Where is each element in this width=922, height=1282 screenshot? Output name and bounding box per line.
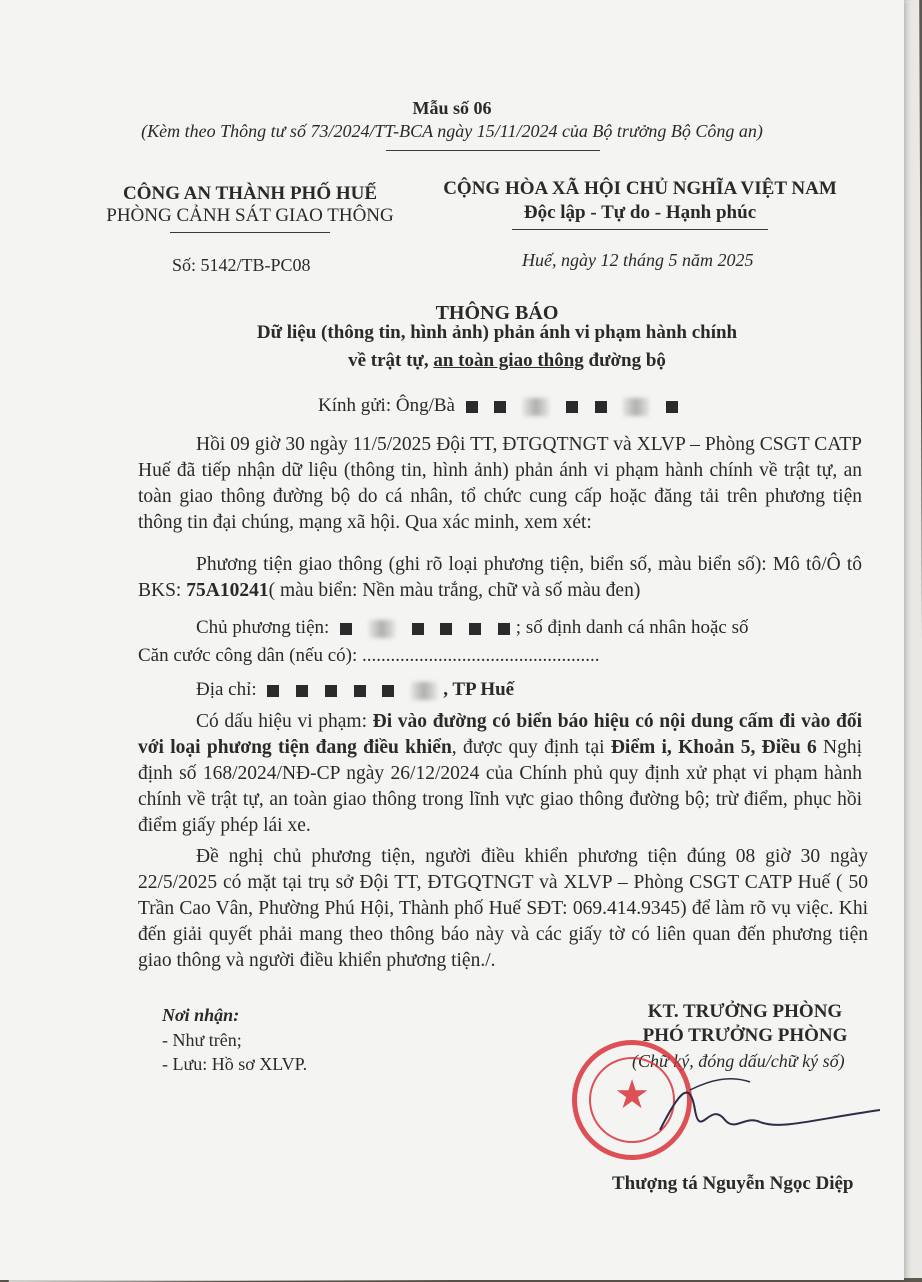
document-number: Số: 5142/TB-PC08 (172, 255, 311, 275)
address-line (196, 679, 514, 701)
place-date: Huế, ngày 12 tháng 5 năm 2025 (522, 250, 754, 270)
document-subtitle-line2: về trật tự, an toàn giao thông đường bộ (348, 350, 666, 371)
redacted-block (296, 685, 308, 697)
redacted-block (523, 398, 549, 416)
license-plate: 75A10241 (186, 580, 269, 601)
redacted-block (498, 623, 510, 635)
redacted-block (469, 623, 481, 635)
owner-suffix: ; số định danh cá nhân hoặc số (515, 617, 749, 638)
redacted-block (340, 623, 352, 635)
vehicle-paragraph: Phương tiện giao thông (ghi rõ loại phương tiện, biển số, màu biển số): Mô tô/Ô tô BKS: 75A10241( màu biển: Nền màu trắng, chữ và số màu đen) (138, 554, 862, 601)
document-subtitle-line1: Dữ liệu (thông tin, hình ảnh) phản ánh vi phạm hành chính (256, 322, 738, 343)
star-icon: ★ (614, 1072, 650, 1117)
violation-clause: Điểm i, Khoản 5, Điều 6 (610, 737, 817, 758)
handwritten-signature (650, 1070, 890, 1150)
form-divider (386, 150, 600, 151)
address-suffix: , TP Huế (443, 679, 515, 700)
nation-motto: Độc lập - Tự do - Hạnh phúc (523, 202, 757, 223)
redacted-block (354, 685, 366, 697)
agency-divider (170, 232, 330, 233)
redacted-block (411, 682, 437, 700)
violation-paragraph: Có dấu hiệu vi phạm: Đi vào đường có biển báo hiệu có nội dung cấm đi vào đối với loại phương tiện đang điều khiển, được quy định tại Điểm i, Khoản 5, Điều 6 Nghị định số 168/2024/NĐ-CP ngày 26/12/2024 của Chính phủ quy định xử phạt vi phạm hành chính về trật tự, an toàn giao thông trong lĩnh vực giao thông đường bộ; trừ điểm, phục hồi điểm giấy phép lái xe. (138, 711, 862, 836)
receiver-item: - Lưu: Hồ sơ XLVP. (162, 1054, 308, 1074)
redacted-block (369, 620, 395, 638)
agency-name: CÔNG AN THÀNH PHỐ HUẾ (122, 183, 378, 204)
signature-title-2: PHÓ TRƯỞNG PHÒNG (642, 1025, 848, 1046)
redacted-block (595, 401, 607, 413)
attachment-note: (Kèm theo Thông tư số 73/2024/TT-BCA ngày 15/11/2024 của Bộ trưởng Bộ Công an) (141, 121, 763, 141)
signer-name: Thượng tá Nguyễn Ngọc Diệp (612, 1173, 854, 1194)
owner-label: Chủ phương tiện: (196, 617, 330, 638)
receiver-item: - Như trên; (162, 1030, 242, 1050)
redacted-block (440, 623, 452, 635)
redacted-block (666, 401, 678, 413)
agency-department: PHÒNG CẢNH SÁT GIAO THÔNG (106, 205, 394, 226)
redacted-block (623, 398, 649, 416)
recipient-label: Kính gửi: Ông/Bà (318, 395, 455, 416)
id-line: Căn cước công dân (nếu có): .................................................. (138, 645, 600, 666)
receivers-label: Nơi nhận: (162, 1005, 240, 1025)
redacted-block (325, 685, 337, 697)
recipient-line (318, 395, 684, 417)
document-title: THÔNG BÁO (435, 302, 559, 324)
nation-title: CỘNG HÒA XÃ HỘI CHỦ NGHĨA VIỆT NAM (443, 178, 837, 199)
redacted-block (466, 401, 478, 413)
redacted-block (267, 685, 279, 697)
owner-line (196, 617, 749, 639)
violation-description: Đi vào đường có biển báo hiệu có nội dung cấm đi vào đối với loại phương tiện đang điều khiển (138, 711, 862, 758)
nation-divider (512, 229, 768, 230)
redacted-block (382, 685, 394, 697)
redacted-block (566, 401, 578, 413)
address-label: Địa chỉ: (196, 679, 257, 700)
redacted-block (412, 623, 424, 635)
intro-paragraph: Hồi 09 giờ 30 ngày 11/5/2025 Đội TT, ĐTGQTNGT và XLVP – Phòng CSGT CATP Huế đã tiếp nhận dữ liệu (thông tin, hình ảnh) phản ánh vi phạm hành chính về trật tự, an toàn giao thông đường bộ do cá nhân, tổ chức cung cấp hoặc đăng tải trên phương tiện thông tin đại chúng, mạng xã hội. Qua xác minh, xem xét: (138, 434, 862, 533)
signature-note: (Chữ ký, đóng dấu/chữ ký số) (632, 1051, 845, 1071)
signature-title-1: KT. TRƯỞNG PHÒNG (647, 1001, 843, 1022)
form-number: Mẫu số 06 (412, 98, 492, 118)
request-paragraph: Đề nghị chủ phương tiện, người điều khiển phương tiện đúng 08 giờ 30 ngày 22/5/2025 có mặt tại trụ sở Đội TT, ĐTGQTNGT và XLVP – Phòng CSGT CATP Huế ( 50 Trần Cao Vân, Phường Phú Hội, Thành phố Huế SĐT: 069.414.9345) để làm rõ vụ việc. Khi đến giải quyết phải mang theo thông báo này và các giấy tờ có liên quan đến phương tiện giao thông và người điều khiển phương tiện./. (138, 846, 868, 971)
redacted-block (494, 401, 506, 413)
